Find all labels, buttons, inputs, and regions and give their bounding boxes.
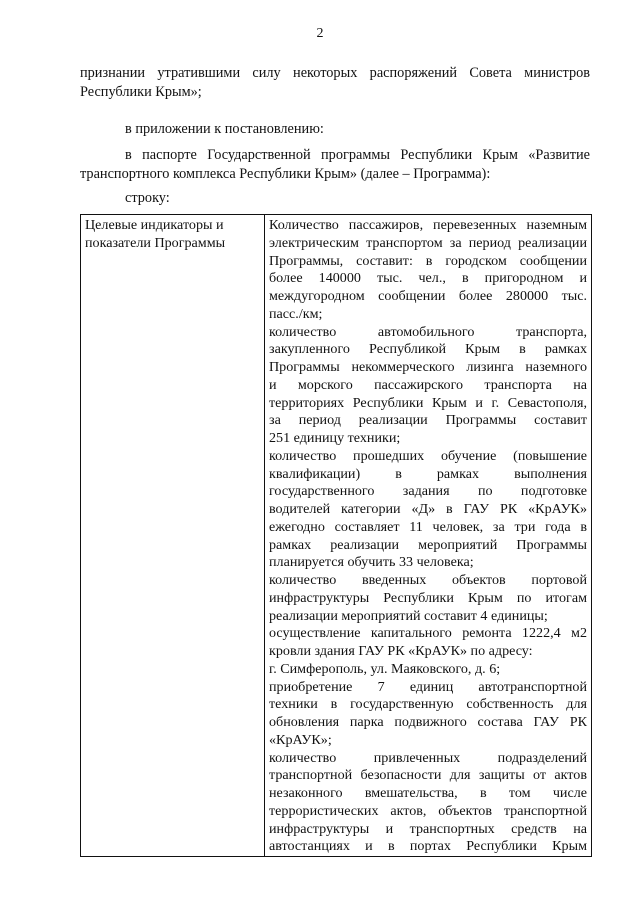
row-paragraph — [125, 189, 590, 208]
value-line: обновления парка подвижного состава ГАУ РК — [269, 714, 587, 730]
intro-line-1: признании утратившими силу некоторых распоряжений Совета министров — [80, 65, 590, 81]
value-line: приобретение 7 единиц автотранспортной — [269, 678, 587, 695]
value-line: г. Симферополь, ул. Маяковского, д. 6; — [269, 660, 501, 677]
appendix-paragraph — [125, 120, 590, 139]
indicators-table — [80, 214, 592, 857]
value-line: реализации мероприятий составит 4 единицы; — [269, 607, 548, 624]
value-line: водителей категории «Д» в ГАУ РК «КрАУК» — [269, 501, 587, 517]
value-line: междугородном сообщении более 280000 тыс. — [269, 288, 587, 304]
value-line: количество введенных объектов портовой — [269, 572, 587, 588]
value-line: квалификации) в рамках выполнения — [269, 465, 587, 482]
value-line: электрическим транспортом за период реализации — [269, 234, 587, 251]
value-line: инфраструктуры и транспортных средств на — [269, 820, 587, 837]
value-line: пасс./км; — [269, 305, 323, 322]
table-label-cell — [81, 215, 265, 857]
value-line: техники в государственную собственность для — [269, 696, 587, 713]
value-line: планируется обучить 33 человека; — [269, 554, 474, 571]
appendix-line: в приложении к постановлению: — [125, 121, 324, 137]
value-line: количество автомобильного транспорта, — [269, 323, 587, 340]
value-line: количество привлеченных подразделений — [269, 749, 587, 766]
passport-line-1: в паспорте Государственной программы Республики Крым «Развитие — [125, 147, 590, 163]
label-line: показатели Программы — [85, 234, 226, 251]
value-line: и морского пассажирского транспорта на — [269, 376, 587, 393]
table-value-cell — [265, 215, 592, 857]
intro-line-2: Республики Крым»; — [80, 83, 202, 100]
value-line: более 140000 тыс. чел., в пригородном и — [269, 270, 587, 287]
value-line: территориях Республики Крым и г. Севастополя, — [269, 394, 587, 411]
value-line: закупленного Республикой Крым в рамках — [269, 341, 587, 358]
value-line: количество прошедших обучение (повышение — [269, 447, 587, 464]
intro-paragraph — [80, 64, 590, 101]
value-line: транспортной безопасности для защиты от актов — [269, 767, 587, 784]
page-number: 2 — [316, 26, 324, 41]
value-line: Программы некоммерческого лизинга наземного — [269, 359, 587, 375]
value-line: «КрАУК»; — [269, 731, 332, 748]
value-line: государственного задания по подготовке — [269, 483, 587, 500]
label-line: Целевые индикаторы и — [85, 217, 224, 233]
value-line: осуществление капитального ремонта 1222,4 м2 — [269, 625, 587, 642]
value-line: террористических актов, объектов транспортной — [269, 802, 587, 819]
passport-line-2: транспортного комплекса Республики Крым» (далее – Программа): — [80, 165, 491, 182]
value-line: за период реализации Программы составит — [269, 412, 587, 429]
value-line: кровли здания ГАУ РК «КрАУК» по адресу: — [269, 643, 533, 659]
value-line: рамках реализации мероприятий Программы — [269, 536, 587, 553]
row-word: строку: — [125, 190, 170, 206]
value-line: инфраструктуры Республики Крым по итогам — [269, 589, 587, 606]
value-line: незаконного вмешательства, в том числе — [269, 785, 587, 801]
table-row — [81, 215, 592, 857]
passport-paragraph — [80, 146, 590, 183]
value-line: Программы, составит: в городском сообщении — [269, 252, 587, 269]
value-line: 251 единицу техники; — [269, 430, 401, 446]
value-line: ежегодно составляет 11 человек, за три года в — [269, 518, 587, 535]
value-line: автостанциях и в портах Республики Крым — [269, 838, 587, 855]
value-line: Количество пассажиров, перевезенных наземным — [269, 217, 587, 233]
